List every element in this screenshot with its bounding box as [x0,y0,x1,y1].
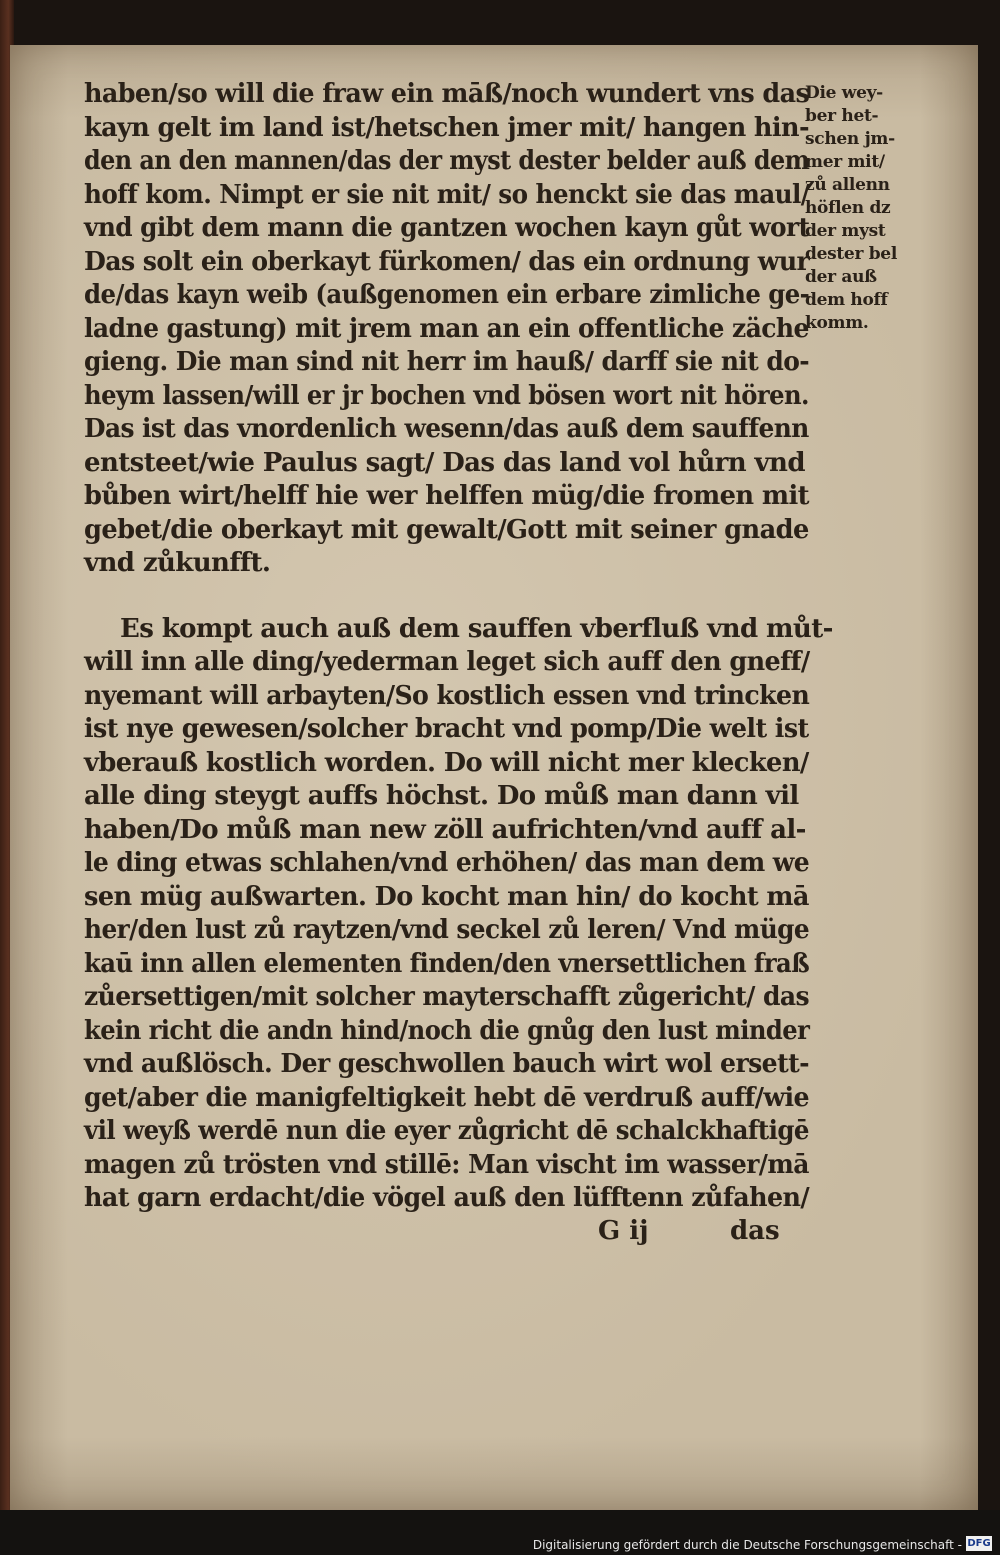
text-line: Es kompt auch auß dem sauffen vberfluß vnd můt- [120,613,833,644]
text-line: Das solt ein oberkayt fürkomen/ das ein ordnung wur [84,246,810,277]
text-line: alle ding steygt auffs höchst. Do můß man dann vil [84,781,799,811]
margin-note-line: Die wey- [805,83,883,103]
text-line: heym lassen/will er jr bochen vnd bösen wort nit hören. [84,380,809,411]
text-line: zůersettigen/mit solcher mayterschafft zůgericht/ das [84,982,810,1012]
text-line: vnd außlösch. Der geschwollen bauch wirt wol ersett- [84,1049,810,1079]
text-line: get/aber die manigfeltigkeit hebt dē verdruß auff/wie [84,1082,810,1113]
text-line: vil weyß werdē nun die eyer zůgricht dē schalckhaftigē [84,1116,809,1146]
funding-credit: Digitalisierung gefördert durch die Deutsche Forschungsgemeinschaft - [532,1538,962,1552]
text-line: gieng. Die man sind nit herr im hauß/ darff sie nit do- [84,347,810,377]
text-line: kein richt die andn hind/noch die gnůg den lust minder [84,1015,810,1046]
margin-note-line: schen jm- [805,129,895,149]
text-line: will inn alle ding/yederman leget sich auff den gneff/ [84,647,810,677]
text-line: haben/so will die fraw ein māß/noch wundert vns das [84,79,810,109]
margin-note-line: komm. [805,313,869,333]
margin-note-line: dester bel [805,244,897,264]
text-line: Das ist das vnordenlich wesenn/das auß dem sauffenn [84,414,809,444]
margin-note-line: dem hoff [805,290,888,310]
text-line: hat garn erdacht/die vögel auß den lüfftenn zůfahen/ [84,1183,810,1213]
signature-mark: G ij [598,1216,649,1246]
margin-note-line: der myst [805,221,886,241]
text-line: vnd gibt dem mann die gantzen wochen kayn gůt wort [84,213,810,243]
margin-note-line: zů allenn [805,175,890,195]
margin-note-line: mer mit/ [805,152,885,172]
text-line: entsteet/wie Paulus sagt/ Das das land vol hůrn vnd [84,447,805,478]
text-line: den an den mannen/das der myst dester belder auß dem [84,146,810,176]
catchword: das [730,1216,780,1246]
text-line: vnd zůkunfft. [84,548,271,578]
text-line: vberauß kostlich worden. Do will nicht mer klecken/ [84,747,809,778]
text-line: hoff kom. Nimpt er sie nit mit/ so henckt sie das maul/ [84,179,810,210]
margin-note-line: ber het- [805,106,879,126]
text-line: bůben wirt/helff hie wer helffen müg/die fromen mit [84,481,809,511]
text-line: magen zů trösten vnd stillē: Man vischt im wasser/mā [84,1149,809,1180]
text-line: kayn gelt im land ist/hetschen jmer mit/ hangen hin- [84,112,809,143]
margin-note-line: der auß [805,267,877,287]
text-line: ist nye gewesen/solcher bracht vnd pomp/Die welt ist [84,714,809,744]
text-line: nyemant will arbayten/So kostlich essen vnd trincken [84,680,810,711]
text-line: le ding etwas schlahen/vnd erhöhen/ das man dem we [84,848,810,878]
text-line: haben/Do můß man new zöll aufrichten/vnd auff al- [84,814,806,845]
text-line: kaū inn allen elementen finden/den vnersettlichen fraß [84,948,810,979]
text-line: ladne gastung) mit jrem man an ein offentliche zäche [84,313,809,344]
text-line: gebet/die oberkayt mit gewalt/Gott mit seiner gnade [84,514,809,545]
text-line: de/das kayn weib (außgenomen ein erbare zimliche ge- [84,280,810,310]
margin-note-line: höflen dz [805,198,891,218]
text-line: her/den lust zů raytzen/vnd seckel zů leren/ Vnd müge [84,915,810,945]
dfg-logo: DFG [967,1538,991,1549]
text-line: sen müg außwarten. Do kocht man hin/ do kocht mā [84,881,809,912]
